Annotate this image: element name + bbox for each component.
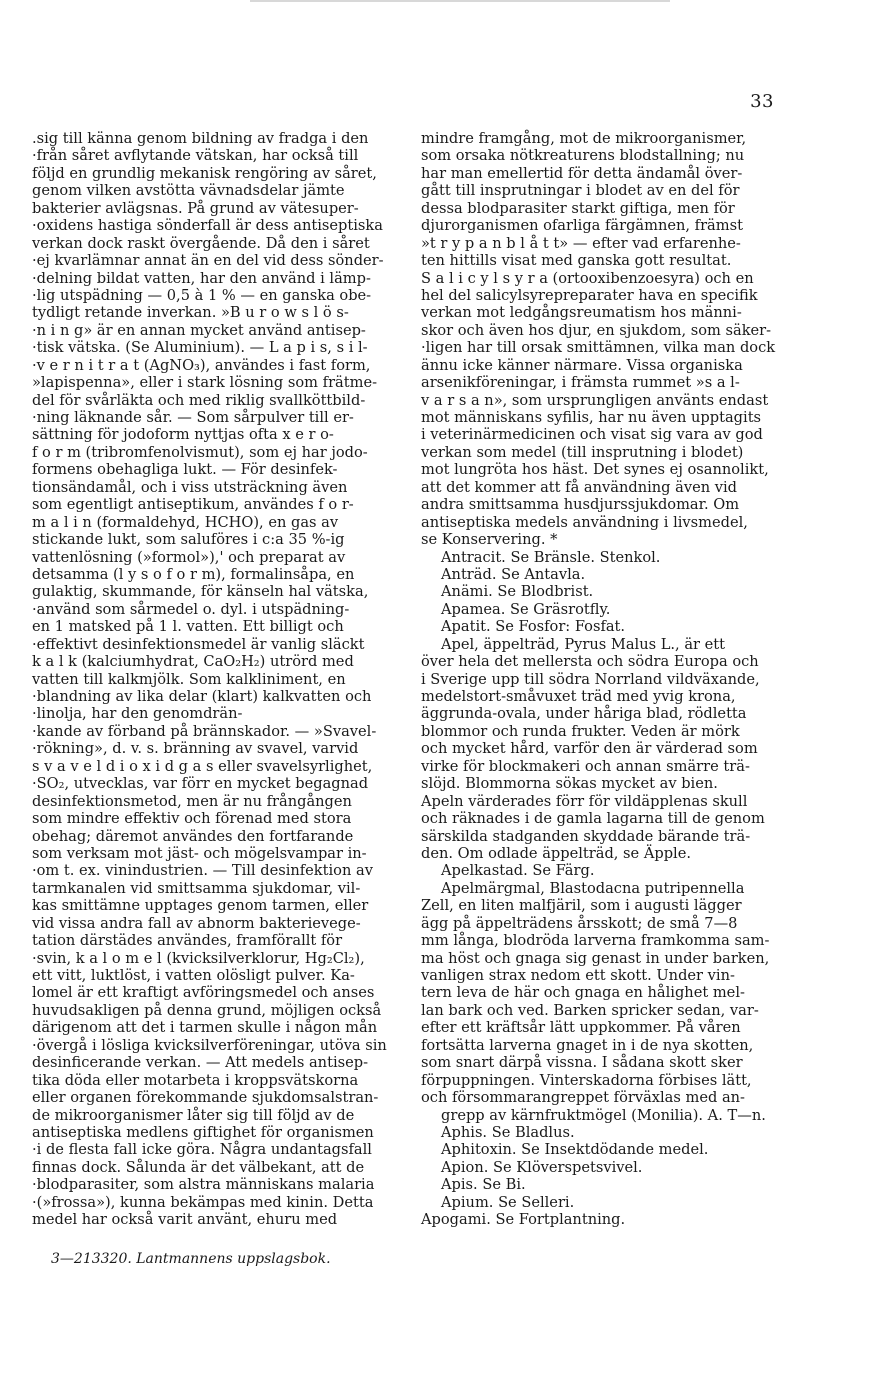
text-line: den. Om odlade äppelträd, se Äpple. bbox=[421, 844, 691, 862]
text-line: tika döda eller motarbeta i kroppsvätskorna bbox=[32, 1071, 359, 1089]
text-line: Apelkastad. Se Färg. bbox=[441, 862, 595, 880]
text-line: tydligt retande inverkan. »B u r o w s l ö s- bbox=[32, 304, 349, 322]
text-line: desinfektionsmetod, men är nu frångången bbox=[32, 792, 352, 810]
text-line: ·ligen har till orsak smittämnen, vilka man dock bbox=[421, 339, 776, 357]
text-line: f o r m (tribromfenolvismut), som ej har jodo- bbox=[32, 443, 368, 461]
text-line: gått till insprutningar i blodet av en del för bbox=[421, 182, 740, 200]
text-line: Aphis. Se Bladlus. bbox=[441, 1123, 575, 1141]
text-line: ten hittills visat med ganska gott resultat. bbox=[421, 252, 732, 270]
text-line: ·oxidens hastiga sönderfall är dess antiseptiska bbox=[32, 217, 383, 235]
text-line: förpuppningen. Vinterskadorna förbises lätt, bbox=[421, 1071, 752, 1089]
text-line: ma höst och gnaga sig genast in under barken, bbox=[421, 949, 770, 967]
text-line: ·svin, k a l o m e l (kvicksilverklorur, Hg₂Cl₂), bbox=[32, 949, 365, 967]
text-line: verkan mot ledgångsreumatism hos männi- bbox=[421, 304, 742, 322]
text-line: särskilda stadganden skyddade bärande trä- bbox=[421, 827, 751, 845]
text-line: efter ett kräftsår lätt uppkommer. På våren bbox=[421, 1019, 741, 1037]
text-line: Apis. Se Bi. bbox=[441, 1176, 526, 1194]
text-line: mot lungröta hos häst. Det synes ej osannolikt, bbox=[421, 461, 769, 479]
text-line: ·rökning», d. v. s. bränning av svavel, varvid bbox=[32, 740, 359, 758]
text-line: lan bark och ved. Barken spricker sedan, var- bbox=[421, 1001, 759, 1019]
text-line: tation därstädes användes, framförallt för bbox=[32, 932, 343, 950]
text-line: och försommarangreppet förväxlas med an- bbox=[421, 1089, 745, 1107]
text-line: och mycket hård, varför den är värderad som bbox=[421, 740, 758, 758]
text-line: Zell, en liten malfjäril, som i augusti lägger bbox=[421, 897, 742, 915]
text-line: fortsätta larverna gnaget in i de nya skotten, bbox=[421, 1036, 754, 1054]
text-line: ·lig utspädning — 0,5 à 1 % — en ganska obe- bbox=[32, 286, 372, 304]
text-line: vid vissa andra fall av abnorm bakterievege- bbox=[32, 914, 361, 932]
text-line: slöjd. Blommorna sökas mycket av bien. bbox=[421, 775, 718, 793]
text-line: andra smittsamma husdjurssjukdomar. Om bbox=[421, 496, 740, 514]
text-line: Apion. Se Klöverspetsvivel. bbox=[441, 1158, 643, 1176]
text-line: grepp av kärnfruktmögel (Monilia). A. T—n. bbox=[441, 1106, 766, 1124]
text-line: del för svårläkta och med riklig svallköttbild- bbox=[32, 391, 366, 409]
text-line: tern leva de här och gnaga en hålighet mel- bbox=[421, 984, 745, 1002]
text-line: som verksam mot jäst- och mögelsvampar in- bbox=[32, 844, 367, 862]
text-line: huvudsakligen på denna grund, möjligen också bbox=[32, 1001, 382, 1019]
text-line: Apogami. Se Fortplantning. bbox=[421, 1211, 626, 1229]
text-line: en 1 matsked på 1 l. vatten. Ett billigt och bbox=[32, 618, 344, 636]
text-line: i Sverige upp till södra Norrland vildväxande, bbox=[421, 670, 760, 688]
text-line: ·blandning av lika delar (klart) kalkvatten och bbox=[32, 688, 372, 705]
left-column bbox=[32, 130, 407, 1229]
text-line: bakterier avlägsnas. På grund av vätesuper- bbox=[32, 199, 359, 217]
text-line: sättning för jodoform nyttjas ofta x e r o- bbox=[32, 426, 334, 444]
text-line: skor och även hos djur, en sjukdom, som säker- bbox=[421, 321, 772, 339]
text-line: dessa blodparasiter starkt giftiga, men för bbox=[421, 199, 735, 217]
text-line: Apel, äppelträd, Pyrus Malus L., är ett bbox=[441, 635, 726, 653]
text-line: s v a v e l d i o x i d g a s eller svavelsyrlighet, bbox=[32, 757, 373, 775]
text-line: finnas dock. Sålunda är det välbekant, att de bbox=[32, 1158, 365, 1176]
text-line: obehag; däremot användes den fortfarande bbox=[32, 827, 354, 845]
text-line: mot människans syfilis, har nu även upptagits bbox=[421, 409, 762, 426]
text-line: »lapispenna», eller i stark lösning som frätme- bbox=[32, 374, 378, 392]
text-line: Antracit. Se Bränsle. Stenkol. bbox=[441, 548, 661, 566]
text-line: därigenom att det i tarmen skulle i någon mån bbox=[32, 1019, 378, 1037]
text-line: se Konservering. * bbox=[421, 531, 558, 549]
text-line: blommor och runda frukter. Veden är mörk bbox=[421, 722, 740, 740]
top-edge-mark bbox=[250, 0, 670, 2]
text-line: ·v e r n i t r a t (AgNO₃), användes i fast form, bbox=[32, 356, 371, 374]
text-line: tionsändamål, och i viss utsträckning även bbox=[32, 478, 348, 496]
text-line: hel del salicylsyrepreparater hava en specifik bbox=[421, 286, 758, 304]
text-line: formens obehagliga lukt. — För desinfek- bbox=[32, 461, 338, 479]
text-line: ett vitt, luktlöst, i vatten olösligt pulver. Ka- bbox=[32, 967, 355, 984]
text-line: ännu icke känner närmare. Vissa organiska bbox=[421, 356, 743, 374]
text-line: som egentligt antiseptikum, användes f o r- bbox=[32, 496, 354, 514]
text-line: ·använd som sårmedel o. dyl. i utspädning- bbox=[32, 600, 350, 618]
text-line: Apeln värderades förr för vildäpplenas skull bbox=[421, 792, 748, 810]
text-line: att det kommer att få användning även vid bbox=[421, 478, 738, 496]
text-line: Anämi. Se Blodbrist. bbox=[441, 583, 594, 601]
text-line: i veterinärmedicinen och visat sig vara av god bbox=[421, 426, 763, 444]
text-line: över hela det mellersta och södra Europa och bbox=[421, 653, 759, 671]
text-line: ·blodparasiter, som alstra människans malaria bbox=[32, 1176, 375, 1194]
text-line: ·tisk vätska. (Se Aluminium). — L a p i s, s i l- bbox=[32, 339, 368, 357]
text-line: eller organen förekommande sjukdomsalstran- bbox=[32, 1089, 379, 1107]
text-line: mindre framgång, mot de mikroorganismer, bbox=[421, 130, 747, 147]
text-line: »t r y p a n b l å t t» — efter vad erfarenhe- bbox=[421, 234, 741, 252]
text-line: ·om t. ex. vinindustrien. — Till desinfektion av bbox=[32, 862, 373, 880]
text-line: som mindre effektiv och förenad med stora bbox=[32, 810, 352, 828]
text-line: ägg på äppelträdens årsskott; de små 7—8 bbox=[421, 914, 738, 932]
text-line: antiseptiska medlens giftighet för organismen bbox=[32, 1123, 374, 1141]
text-line: virke för blockmakeri och annan smärre trä- bbox=[421, 757, 750, 775]
text-line: ·ning läknande sår. — Som sårpulver till er- bbox=[32, 409, 354, 426]
text-line: vattenlösning (»formol»),' och preparat av bbox=[32, 548, 346, 566]
text-line: har man emellertid för detta ändamål över- bbox=[421, 164, 743, 182]
text-line: gulaktig, skummande, för känseln hal vätska, bbox=[32, 583, 369, 601]
text-line: ·delning bildat vatten, har den använd i lämp- bbox=[32, 269, 371, 287]
text-line: de mikroorganismer låter sig till följd av de bbox=[32, 1106, 355, 1124]
text-line: Apelmärgmal, Blastodacna putripennella bbox=[441, 879, 745, 897]
text-line: ·linolja, har den genomdrän- bbox=[32, 705, 243, 723]
text-line: Aphitoxin. Se Insektdödande medel. bbox=[441, 1141, 709, 1159]
text-line: medelstort-småvuxet träd med yvig krona, bbox=[421, 688, 736, 705]
text-line: mm långa, blodröda larverna framkomma sam- bbox=[421, 932, 770, 950]
text-line: stickande lukt, som saluföres i c:a 35 %-ig bbox=[32, 531, 345, 549]
text-line: desinficerande verkan. — Att medels antisep- bbox=[32, 1054, 369, 1072]
text-line: djurorganismen ofarliga färgämnen, främst bbox=[421, 217, 743, 235]
text-line: m a l i n (formaldehyd, HCHO), en gas av bbox=[32, 513, 339, 531]
text-line: Apatit. Se Fosfor: Fosfat. bbox=[441, 618, 626, 636]
text-line: verkan dock raskt övergående. Då den i såret bbox=[32, 234, 370, 252]
page-number: 33 bbox=[750, 91, 774, 112]
text-line: ·från såret avflytande vätskan, har också till bbox=[32, 147, 359, 165]
text-line: genom vilken avstötta vävnadsdelar jämte bbox=[32, 182, 345, 200]
text-line: äggrunda-ovala, under håriga blad, rödletta bbox=[421, 705, 747, 723]
right-column bbox=[421, 130, 799, 1229]
text-line: följd en grundlig mekanisk rengöring av såret, bbox=[32, 164, 377, 182]
text-line: k a l k (kalciumhydrat, CaO₂H₂) utrörd med bbox=[32, 653, 354, 671]
text-line: arsenikföreningar, i främsta rummet »s a l- bbox=[421, 374, 740, 392]
text-line: lomel är ett kraftigt avföringsmedel och anses bbox=[32, 984, 375, 1002]
text-line: ·n i n g» är en annan mycket använd antisep- bbox=[32, 321, 366, 339]
text-line: ·SO₂, utvecklas, var förr en mycket begagnad bbox=[32, 775, 369, 793]
text-line: Anträd. Se Antavla. bbox=[441, 565, 586, 583]
text-line: vatten till kalkmjölk. Som kalkliniment, en bbox=[32, 670, 346, 688]
text-line: som snart därpå vissna. I sådana skott sker bbox=[421, 1054, 743, 1072]
text-line: ·i de flesta fall icke göra. Några undantagsfall bbox=[32, 1141, 372, 1159]
text-line: ·ej kvarlämnar annat än en del vid dess sönder- bbox=[32, 252, 384, 270]
text-line: Apamea. Se Gräsrotfly. bbox=[441, 600, 611, 618]
text-line: vanligen strax nedom ett skott. Under vin- bbox=[421, 967, 735, 984]
text-line: ·(»frossa»), kunna bekämpas med kinin. Detta bbox=[32, 1193, 374, 1211]
text-line: detsamma (l y s o f o r m), formalinsåpa, en bbox=[32, 565, 355, 583]
text-line: S a l i c y l s y r a (ortooxibenzoesyra) och en bbox=[421, 269, 754, 287]
text-line: ·övergå i lösliga kvicksilverföreningar, utöva sin bbox=[32, 1036, 387, 1054]
text-line: och räknades i de gamla lagarna till de genom bbox=[421, 810, 765, 828]
text-line: ·effektivt desinfektionsmedel är vanlig släckt bbox=[32, 635, 365, 653]
text-line: Apium. Se Selleri. bbox=[441, 1193, 575, 1211]
text-line: v a r s a n», som ursprungligen använts endast bbox=[421, 391, 769, 409]
footer-caption: 3—213320. Lantmannens uppslagsbok. bbox=[51, 1251, 331, 1267]
text-line: antiseptiska medels användning i livsmedel, bbox=[421, 513, 748, 531]
text-line: kas smittämne upptages genom tarmen, eller bbox=[32, 897, 369, 915]
text-line: .sig till känna genom bildning av fradga i den bbox=[32, 130, 369, 147]
text-line: ·kande av förband på brännskador. — »Svavel- bbox=[32, 722, 377, 740]
text-line: medel har också varit använt, ehuru med bbox=[32, 1211, 338, 1229]
text-line: tarmkanalen vid smittsamma sjukdomar, vil- bbox=[32, 879, 361, 897]
text-line: verkan som medel (till insprutning i blodet) bbox=[421, 443, 744, 461]
text-line: som orsaka nötkreaturens blodstallning; nu bbox=[421, 147, 745, 165]
